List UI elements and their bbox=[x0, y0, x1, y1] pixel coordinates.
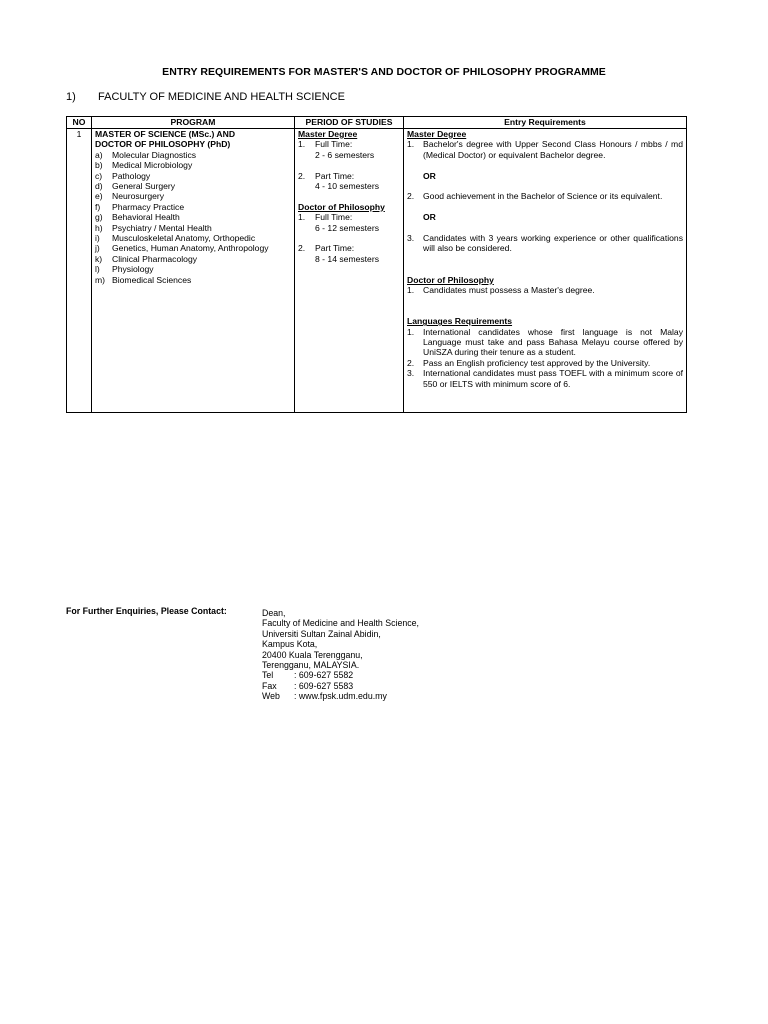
entry-master-2: 2. Good achievement in the Bachelor of Science or its equivalent. bbox=[407, 191, 663, 202]
address-line: Universiti Sultan Zainal Abidin, bbox=[262, 628, 381, 639]
entry-language-2: 2. Pass an English proficiency test approved by the University. bbox=[407, 357, 651, 368]
entry-or-1: OR bbox=[423, 170, 436, 181]
list-item: g) Behavioral Health bbox=[95, 212, 180, 223]
period-master-parttime: 2. Part Time: bbox=[298, 170, 355, 181]
entry-master-1: 1. Bachelor's degree with Upper Second Class Honours / mbbs / md (Medical Doctor) or equivalent Bachelor degree. bbox=[407, 139, 683, 160]
period-master-fulltime: 1. Full Time: bbox=[298, 139, 353, 150]
contact-fax: Fax : 609-627 5583 bbox=[262, 680, 354, 691]
list-item: c) Pathology bbox=[95, 170, 151, 181]
list-item: i) Musculoskeletal Anatomy, Orthopedic bbox=[95, 233, 256, 244]
list-item: a) Molecular Diagnostics bbox=[95, 149, 197, 160]
entry-phd-1: 1. Candidates must possess a Master's degree. bbox=[407, 285, 595, 295]
period-phd-parttime-value: 8 - 14 semesters bbox=[315, 253, 379, 264]
period-master-fulltime-value: 2 - 6 semesters bbox=[315, 149, 375, 160]
program-title-line-1: MASTER OF SCIENCE (MSc.) AND bbox=[95, 129, 236, 139]
list-item: m) Biomedical Sciences bbox=[95, 274, 192, 285]
document-title: ENTRY REQUIREMENTS FOR MASTER'S AND DOCTOR OF PHILOSOPHY PROGRAMME bbox=[162, 66, 606, 78]
contact-web: Web : www.fpsk.udm.edu.my bbox=[262, 691, 387, 702]
entry-master-3: 3. Candidates with 3 years working experience or other qualifications will also be considered. bbox=[407, 233, 683, 254]
section-number: 1) bbox=[66, 91, 76, 103]
entry-cell bbox=[404, 129, 687, 413]
period-master-heading: Master Degree bbox=[298, 129, 358, 139]
list-item: b) Medical Microbiology bbox=[95, 160, 193, 171]
address-line: Faculty of Medicine and Health Science, bbox=[262, 618, 419, 629]
entry-master-heading: Master Degree bbox=[407, 129, 467, 139]
contact-label: For Further Enquiries, Please Contact: bbox=[66, 606, 227, 616]
period-phd-heading: Doctor of Philosophy bbox=[298, 201, 385, 212]
program-cell bbox=[92, 129, 295, 413]
header-period: PERIOD OF STUDIES bbox=[295, 117, 404, 129]
entry-or-2: OR bbox=[423, 212, 436, 223]
table-header-row bbox=[67, 117, 687, 129]
program-list bbox=[95, 150, 291, 285]
requirements-table bbox=[66, 116, 687, 413]
address-line: Dean, bbox=[262, 608, 286, 618]
entry-phd-heading: Doctor of Philosophy bbox=[407, 274, 494, 285]
list-item: h) Psychiatry / Mental Health bbox=[95, 222, 212, 233]
period-phd-fulltime-value: 6 - 12 semesters bbox=[315, 222, 379, 233]
header-entry: Entry Requirements bbox=[404, 117, 687, 129]
header-program: PROGRAM bbox=[92, 117, 295, 129]
address-line: 20400 Kuala Terengganu, bbox=[262, 649, 363, 660]
address-line: Terengganu, MALAYSIA. bbox=[262, 660, 360, 671]
entry-language-3: 3. International candidates must pass TOEFL with a minimum score of 550 or IELTS with minimum score of 6. bbox=[407, 368, 683, 389]
contact-tel: Tel : 609-627 5582 bbox=[262, 670, 354, 681]
period-phd-fulltime: 1. Full Time: bbox=[298, 212, 353, 223]
period-phd-parttime: 2. Part Time: bbox=[298, 243, 355, 254]
row-number: 1 bbox=[67, 129, 92, 413]
address-line: Kampus Kota, bbox=[262, 639, 318, 650]
faculty-heading bbox=[66, 91, 345, 103]
table-row bbox=[67, 129, 687, 413]
period-master-parttime-value: 4 - 10 semesters bbox=[315, 181, 379, 192]
faculty-name: FACULTY OF MEDICINE AND HEALTH SCIENCE bbox=[98, 91, 345, 103]
program-title-line-2: DOCTOR OF PHILOSOPHY (PhD) bbox=[95, 139, 231, 150]
header-no: NO bbox=[67, 117, 92, 129]
list-item: e) Neurosurgery bbox=[95, 191, 165, 202]
period-cell bbox=[295, 129, 404, 413]
contact-address bbox=[262, 608, 419, 702]
list-item: f) Pharmacy Practice bbox=[95, 201, 185, 212]
entry-language-heading: Languages Requirements bbox=[407, 316, 513, 327]
list-item: l) Physiology bbox=[95, 264, 154, 275]
entry-language-1: 1. International candidates whose first language is not Malay Language must take and pass Bahasa Melayu course offered by UniSZA during their tenure as a student. bbox=[407, 326, 683, 358]
list-item: k) Clinical Pharmacology bbox=[95, 253, 198, 264]
list-item: d) General Surgery bbox=[95, 181, 176, 192]
list-item: j) Genetics, Human Anatomy, Anthropology bbox=[95, 243, 269, 254]
